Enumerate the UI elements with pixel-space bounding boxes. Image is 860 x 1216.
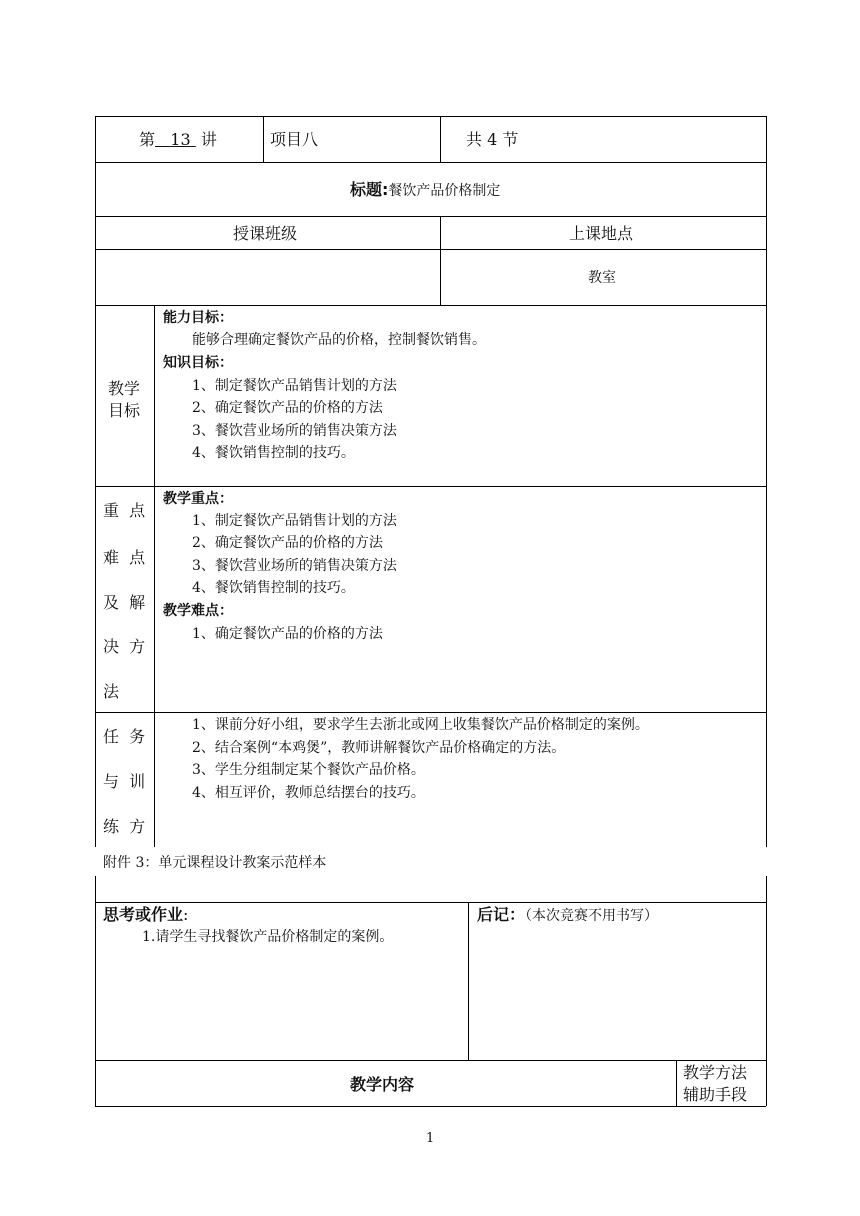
ability-label: 能力目标： bbox=[163, 310, 233, 326]
label-column-divider bbox=[154, 305, 155, 847]
table2-right-border bbox=[766, 902, 767, 1060]
difficulty-item: 1、确定餐饮产品的价格的方法 bbox=[192, 626, 383, 642]
row-divider-class-labels bbox=[95, 249, 766, 250]
lecture-prefix: 第 bbox=[139, 130, 156, 149]
row-divider-objectives bbox=[95, 486, 766, 487]
task-item: 1、课前分好小组，要求学生去浙北或网上收集餐饮产品价格制定的案例。 bbox=[192, 717, 649, 733]
method-label-line2: 辅助手段 bbox=[683, 1085, 748, 1104]
tasks-row-label: 与 训 bbox=[103, 772, 146, 791]
header-divider-2 bbox=[440, 116, 441, 162]
task-item: 4、相互评价，教师总结摆台的技巧。 bbox=[192, 785, 425, 801]
table-right-border bbox=[766, 116, 767, 847]
difficulty-label: 教学难点： bbox=[163, 603, 233, 619]
attachment-note: 附件 3：单元课程设计教案示范样本 bbox=[103, 855, 327, 871]
keypoints-row-label: 决 方 bbox=[103, 637, 146, 656]
table2-top-border bbox=[95, 902, 766, 903]
table-top-border bbox=[95, 116, 766, 117]
class-label: 授课班级 bbox=[233, 224, 298, 243]
row-divider-class-values bbox=[95, 305, 766, 306]
homework-item: 1.请学生寻找餐饮产品价格制定的案例。 bbox=[142, 929, 394, 945]
tasks-row-label: 练 方 bbox=[103, 817, 146, 836]
content-label: 教学内容 bbox=[350, 1075, 415, 1094]
notes bbox=[477, 905, 658, 925]
table3-right-border bbox=[766, 1060, 767, 1106]
table3-bottom-border bbox=[95, 1106, 766, 1107]
keypoints-row-label: 法 bbox=[103, 682, 120, 701]
task-item: 3、学生分组制定某个餐饮产品价格。 bbox=[192, 762, 425, 778]
table2-left-border-stub bbox=[95, 876, 96, 902]
knowledge-item: 1、制定餐饮产品销售计划的方法 bbox=[192, 378, 397, 394]
table-left-border bbox=[95, 116, 96, 847]
table3-top-border bbox=[95, 1060, 766, 1061]
method-label-line1: 教学方法 bbox=[683, 1063, 748, 1082]
location-label: 上课地点 bbox=[569, 224, 634, 243]
focus-item: 2、确定餐饮产品的价格的方法 bbox=[192, 535, 383, 551]
notes-label: 后记： bbox=[477, 905, 526, 924]
tasks-row-label: 任 务 bbox=[103, 727, 146, 746]
knowledge-item: 2、确定餐饮产品的价格的方法 bbox=[192, 400, 383, 416]
focus-item: 3、餐饮营业场所的销售决策方法 bbox=[192, 558, 397, 574]
lecture-suffix: 讲 bbox=[200, 130, 217, 149]
lecture-label bbox=[139, 130, 217, 150]
knowledge-item: 4、餐饮销售控制的技巧。 bbox=[192, 445, 355, 461]
keypoints-row-label: 重 点 bbox=[103, 501, 146, 520]
header-divider-1 bbox=[263, 116, 264, 162]
project-name: 项目八 bbox=[270, 130, 319, 149]
keypoints-row-label: 难 点 bbox=[103, 548, 146, 567]
page-number: 1 bbox=[426, 1131, 435, 1146]
objectives-row-label-1: 教学 bbox=[108, 379, 141, 398]
task-item: 2、结合案例“本鸡煲”，教师讲解餐饮产品价格确定的方法。 bbox=[192, 740, 566, 756]
row-divider-keypoints bbox=[95, 712, 766, 713]
focus-item: 4、餐饮销售控制的技巧。 bbox=[192, 580, 355, 596]
notes-text: （本次竞赛不用书写） bbox=[525, 908, 659, 924]
homework-label: 思考或作业: bbox=[103, 905, 189, 924]
row-divider-title bbox=[95, 216, 766, 217]
knowledge-item: 3、餐饮营业场所的销售决策方法 bbox=[192, 423, 397, 439]
lesson-title bbox=[350, 180, 500, 200]
title-label: 标题: bbox=[350, 180, 389, 199]
row-divider-header bbox=[95, 162, 766, 163]
objectives-row-label-2: 目标 bbox=[108, 401, 141, 420]
keypoints-row-label: 及 解 bbox=[103, 593, 146, 612]
knowledge-label: 知识目标： bbox=[163, 355, 233, 371]
title-value: 餐饮产品价格制定 bbox=[388, 183, 501, 199]
lecture-number: 13 bbox=[170, 130, 191, 149]
section-count: 共 4 节 bbox=[466, 130, 519, 149]
table3-left-border bbox=[95, 1060, 96, 1106]
focus-item: 1、制定餐饮产品销售计划的方法 bbox=[192, 513, 397, 529]
homework-notes-divider bbox=[468, 902, 469, 1060]
table3-divider bbox=[676, 1060, 677, 1106]
class-divider bbox=[440, 216, 441, 305]
focus-label: 教学重点： bbox=[163, 491, 233, 507]
table2-right-border-stub bbox=[766, 876, 767, 902]
location-value: 教室 bbox=[588, 270, 616, 286]
ability-text: 能够合理确定餐饮产品的价格，控制餐饮销售。 bbox=[192, 332, 486, 348]
table2-left-border bbox=[95, 902, 96, 1060]
